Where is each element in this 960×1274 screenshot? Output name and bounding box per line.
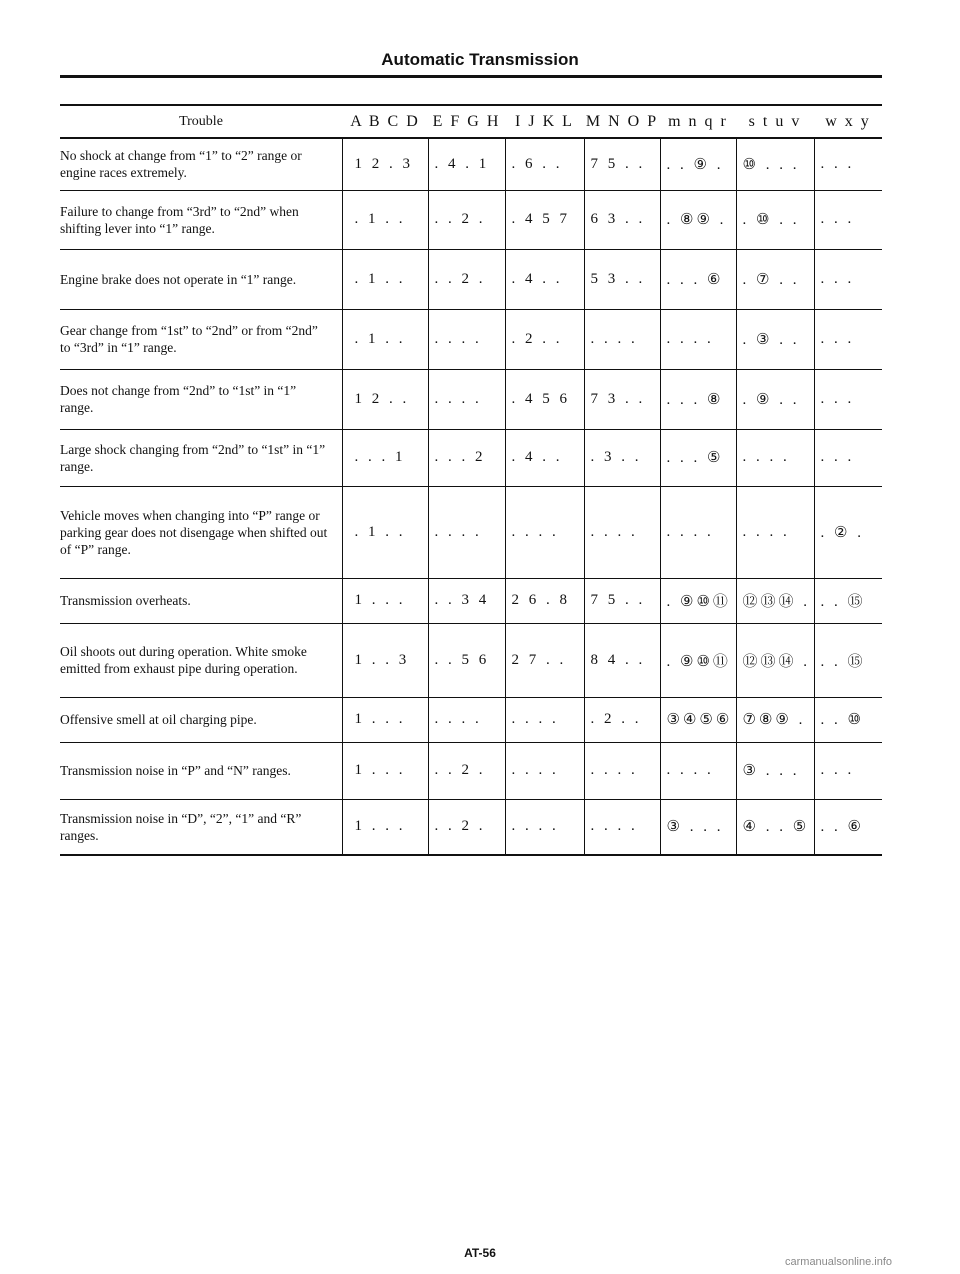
code-cell: 2 7 . . [505,623,584,697]
trouble-diagnosis-table-container [60,104,882,856]
trouble-description: Does not change from “2nd” to “1st” in “1” range. [60,383,297,415]
trouble-description: Failure to change from “3rd” to “2nd” when shifting lever into “1” range. [60,203,299,236]
code-cell: . ⑨⑩⑪ [660,578,736,623]
code-cell: . . 2 . [428,742,505,799]
code-cell: . . . . [584,799,660,855]
code-cell: . . . . [428,486,505,578]
code-cell: . . . . [505,697,584,742]
code-cell: ③ . . . [736,742,814,799]
code-cell: 8 4 . . [584,623,660,697]
trouble-description: Transmission noise in “P” and “N” ranges. [60,763,291,778]
code-cell: . 3 . . [584,429,660,486]
code-cell: ④ . . ⑤ [736,799,814,855]
page-header: Automatic Transmission [381,50,579,69]
column-header-group: M N O P [585,112,659,130]
code-cell: ⑫⑬⑭ . [736,578,814,623]
code-cell: 1 . . . [342,742,428,799]
code-cell: . . . 2 [428,429,505,486]
trouble-description: Vehicle moves when changing into “P” range or parking gear does not disengage when shifted out of “P” range. [60,507,328,557]
table-row [60,623,882,697]
code-cell: . . . . [505,742,584,799]
watermark: carmanualsonline.info [785,1256,893,1268]
code-cell: . . . . [505,486,584,578]
code-cell: . . . . [584,486,660,578]
trouble-description: Transmission noise in “D”, “2”, “1” and “R” ranges. [60,810,302,843]
table-row [60,742,882,799]
table-row [60,578,882,623]
code-cell: . . . . [584,742,660,799]
code-cell: 1 . . . [342,799,428,855]
code-cell: . . 2 . [428,190,505,249]
code-cell: ③④⑤⑥ [660,697,736,742]
table-row [60,486,882,578]
code-cell: . . . [814,249,882,309]
code-cell: . 2 . . [584,697,660,742]
column-header-group: s t u v [748,112,802,130]
code-cell: . ⑨ . . [736,369,814,429]
code-cell: . . . . [505,799,584,855]
code-cell: . ⑨⑩⑪ [660,623,736,697]
column-header-group: I J K L [515,112,574,130]
column-header-group: m n q r [668,112,728,130]
code-cell: . 1 . . [342,190,428,249]
code-cell: . . ⑮ [814,623,882,697]
table-row [60,697,882,742]
code-cell: . . . . [660,486,736,578]
code-cell: . . . [814,190,882,249]
table-body [60,138,882,855]
column-header-group: A B C D [350,112,420,130]
code-cell: . . . [814,742,882,799]
code-cell: . . ⑥ [814,799,882,855]
code-cell: . . . . [584,309,660,369]
code-cell: . 4 5 6 [505,369,584,429]
code-cell: 1 . . . [342,578,428,623]
code-cell: . . . [814,369,882,429]
code-cell: . . . [814,429,882,486]
trouble-description: Offensive smell at oil charging pipe. [60,712,257,727]
code-cell: . 4 . 1 [428,138,505,190]
header-rule [60,75,882,78]
code-cell: . 4 5 7 [505,190,584,249]
code-cell: . . . [814,138,882,190]
code-cell: . . . . [660,742,736,799]
code-cell: 1 . . 3 [342,623,428,697]
code-cell: . ③ . . [736,309,814,369]
code-cell: . ⑧⑨ . [660,190,736,249]
table-row [60,369,882,429]
code-cell: . . ⑩ [814,697,882,742]
code-cell: . . . 1 [342,429,428,486]
trouble-description: Large shock changing from “2nd” to “1st” in “1” range. [60,441,326,474]
code-cell: . . 3 4 [428,578,505,623]
trouble-description: Engine brake does not operate in “1” range. [60,271,297,287]
code-cell: 6 3 . . [584,190,660,249]
code-cell: . 2 . . [505,309,584,369]
code-cell: . 6 . . [505,138,584,190]
code-cell: 1 2 . . [342,369,428,429]
code-cell: . . 2 . [428,249,505,309]
code-cell: . . . . [428,369,505,429]
page-number: AT-56 [464,1246,496,1260]
table-row [60,138,882,190]
table-row [60,309,882,369]
code-cell: . 4 . . [505,429,584,486]
code-cell: . . ⑨ . [660,138,736,190]
table-row [60,799,882,855]
table-row [60,429,882,486]
code-cell: . . . ⑥ [660,249,736,309]
code-cell: 7 3 . . [584,369,660,429]
code-cell: . 1 . . [342,309,428,369]
code-cell: . . 2 . [428,799,505,855]
code-cell: . . . . [736,486,814,578]
table-row [60,249,882,309]
code-cell: ⑦⑧⑨ . [736,697,814,742]
code-cell: . . . . [736,429,814,486]
code-cell: . 1 . . [342,249,428,309]
trouble-description: No shock at change from “1” to “2” range or engine races extremely. [60,148,302,181]
code-cell: . . 5 6 [428,623,505,697]
code-cell: . 1 . . [342,486,428,578]
code-cell: . . . . [428,697,505,742]
code-cell: 1 2 . 3 [342,138,428,190]
code-cell: 7 5 . . [584,578,660,623]
code-cell: ⑫⑬⑭ . [736,623,814,697]
table-row [60,190,882,249]
code-cell: 2 6 . 8 [505,578,584,623]
code-cell: . ② . [814,486,882,578]
trouble-diagnosis-table [60,104,882,856]
code-cell: . . ⑮ [814,578,882,623]
code-cell: ⑩ . . . [736,138,814,190]
column-header-group: E F G H [432,112,501,130]
column-header-trouble: Trouble [179,113,223,129]
code-cell: . . . ⑤ [660,429,736,486]
code-cell: . . . . [660,309,736,369]
trouble-description: Gear change from “1st” to “2nd” or from “2nd” to “3rd” in “1” range. [60,323,318,355]
code-cell: . . . ⑧ [660,369,736,429]
code-cell: . 4 . . [505,249,584,309]
trouble-description: Transmission overheats. [60,593,191,608]
code-cell: ③ . . . [660,799,736,855]
code-cell: . ⑩ . . [736,190,814,249]
code-cell: 1 . . . [342,697,428,742]
column-header-group: w x y [825,112,871,130]
code-cell: . . . [814,309,882,369]
code-cell: 7 5 . . [584,138,660,190]
code-cell: . . . . [428,309,505,369]
code-cell: . ⑦ . . [736,249,814,309]
table-header-row [60,105,882,138]
code-cell: 5 3 . . [584,249,660,309]
trouble-description: Oil shoots out during operation. White smoke emitted from exhaust pipe during operation. [60,644,307,676]
